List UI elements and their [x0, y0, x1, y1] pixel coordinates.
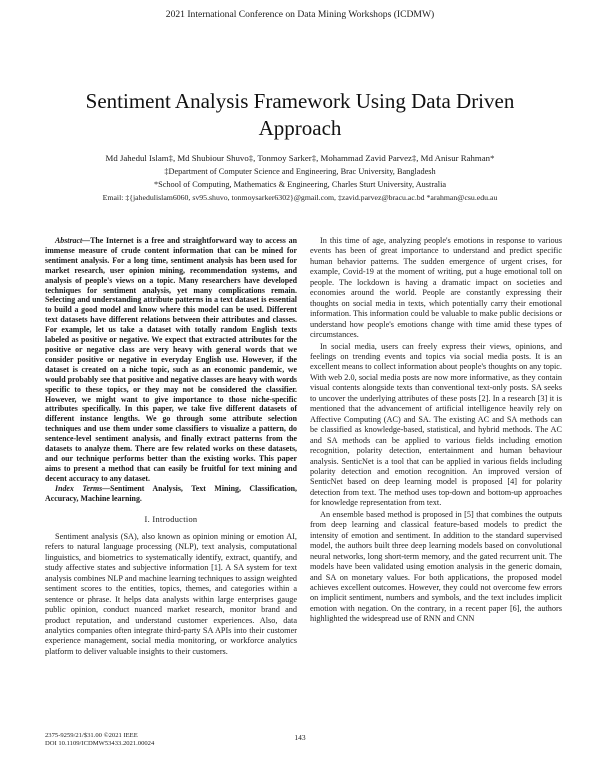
- title-line-1: Sentiment Analysis Framework Using Data Driven: [85, 89, 515, 113]
- abstract-label: Abstract—: [55, 236, 91, 245]
- page-number: 143: [294, 733, 306, 742]
- author-list: Md Jahedul Islam‡, Md Shubiour Shuvo‡, Tonmoy Sarker‡, Mohammad Zavid Parvez‡, Md Anisur Rahman*: [105, 153, 495, 163]
- footer-doi: DOI 10.1109/ICDMW53433.2021.00024: [45, 740, 155, 747]
- intro-paragraph-4: An ensemble based method is proposed in [5] that combines the outputs from deep learning and classical feature-based models to predict the intensity of emotion and sentiment. In addition to the standard supervised model, the authors built three deep learning models based on convolutional neural networks, long short-term memory, and the gated recurrent unit. The models have been validated using emotion analysis in the generic domain, and SA on monetary values. For both applications, the proposed model achieves excellent outcomes. However, they could not overcome few errors on implicit sentiment, numbers and symbols, and the text includes implicit emotion with negation. On the contrary, in a recent paper [6], the authors highlighted the widespread use of RNN and CNN: [310, 509, 562, 624]
- title-line-2: Approach: [258, 116, 342, 140]
- intro-paragraph-1: Sentiment analysis (SA), also known as opinion mining or emotion AI, refers to natural language processing (NLP), text analysis, computational linguistics, and biometrics to systematically identify, extract, quantify, and study affective states and subjective information [1]. A SA system for text analysis combines NLP and machine learning techniques to assign weighted sentiment scores to the entities, topics, themes, and categories within a sentence or phrase. It helps data analysts within large enterprises gauge public opinion, conduct nuanced market research, monitor brand and product reputation, and understand customer experiences. Also, data analytics companies often integrate third-party SA APIs into their customer experience management, social media monitoring, or workforce analytics platform to deliver valuable insights to their customers.: [45, 531, 297, 656]
- abstract-text: The Internet is a free and straightforward way to access an immense measure of crude content information that can be mined for sentiment analysis. For a long time, sentiment analysis has been used for market research, user opinion mining, recommendation systems, and analysis of people's views on a topic. Many researchers have developed techniques for sentiment analysis, yet many complications remain. Selecting and understanding attribute patterns in a text dataset is essential to build a good model and know where this model can be used. Different text datasets have different relations between their attributes and classes. For example, let us take a dataset with totally random English texts labeled as positive or negative. We expect that extracted attributes for the positive or negative class are very heavy with general words that we consider positive or negative in everyday English use. However, if the dataset is created on a niche topic, such as an economic pandemic, we would probably see that positive and negative classes are heavy with words specific to these topics, or they may not be considered the classifier. However, we might want to give importance to those niche-specific attributes specifically. In this paper, we take five different datasets of different instance lengths. We go through some attribute selection techniques and use them under some classifiers to visualize a pattern, do sentence-level sentiment analysis, and finally extract patterns from the datasets to analyze them. There are few related works on these datasets, and our technique performs better than the existing works. This paper aims to present a method that can easily be fruitful for text mining and decent accuracy to any dataset.: [45, 236, 297, 483]
- abstract: [45, 236, 297, 484]
- footer-issn: 2375-9259/21/$31.00 ©2021 IEEE: [45, 732, 138, 739]
- affiliation-csu: *School of Computing, Mathematics & Engineering, Charles Sturt University, Australia: [153, 180, 447, 189]
- intro-paragraph-2: In this time of age, analyzing people's emotions in response to various events has been of great importance to understand and predict specific human behavior patterns. The sudden emergence of urgent crises, for example, Covid-19 at the moment of writing, put a huge emotional toll on people. The lockdown is having a dramatic impact on societies and economies around the world. People are constantly expressing their thoughts on social media in texts, which potentially carry their emotional information. This information could be valuable to make public decisions or understand how people's emotions change with time amid these types of circumstances.: [310, 236, 562, 340]
- index-terms: [45, 484, 297, 504]
- paper-title: [40, 88, 560, 142]
- left-column: [45, 236, 297, 657]
- index-terms-label: Index Terms—: [55, 483, 111, 493]
- index-terms-text: Sentiment Analysis, Text Mining, Classification, Accuracy, Machine learning.: [45, 483, 297, 503]
- conference-header: 2021 International Conference on Data Mining Workshops (ICDMW): [165, 9, 435, 20]
- intro-paragraph-3: In social media, users can freely express their views, opinions, and feelings on trending events and topics via social media posts. It is an excellent means to collect information about people's thoughts on any topic. With web 2.0, social media posts are now more informative, as they contain visual contents alongside texts than conventional text-only posts. SA seeks to uncover the underlying attributes of these posts [2]. In a research [3] it is mentioned that the advancement of artificial intelligence heavily rely on Affective Computing (AC) and SA. The existing AC and SA methods can be classified as knowledge-based, statistical, and hybrid methods. The AC and SA methods can be applied to various fields including emotion recognition, polarity detection, entertainment and human behaviour analysis. SenticNet is a tool that can be applied in various fields including polarity detection and emotion recognition. An improved version of SenticNet based on deep learning model is proposed [4] for polarity detection from text. The method uses top-down and bottom-up approaches for knowledge representation from text.: [310, 341, 562, 508]
- right-column: [310, 236, 562, 625]
- affiliation-brac: ‡Department of Computer Science and Engineering, Brac University, Bangladesh: [164, 167, 436, 176]
- author-emails: Email: ‡{jahedulislam6060, sv95.shuvo, tonmoysarker6302}@gmail.com, ‡zavid.parvez@bracu.ac.bd *arahman@csu.edu.au: [102, 193, 498, 202]
- section-heading-introduction: I. Introduction: [144, 515, 198, 525]
